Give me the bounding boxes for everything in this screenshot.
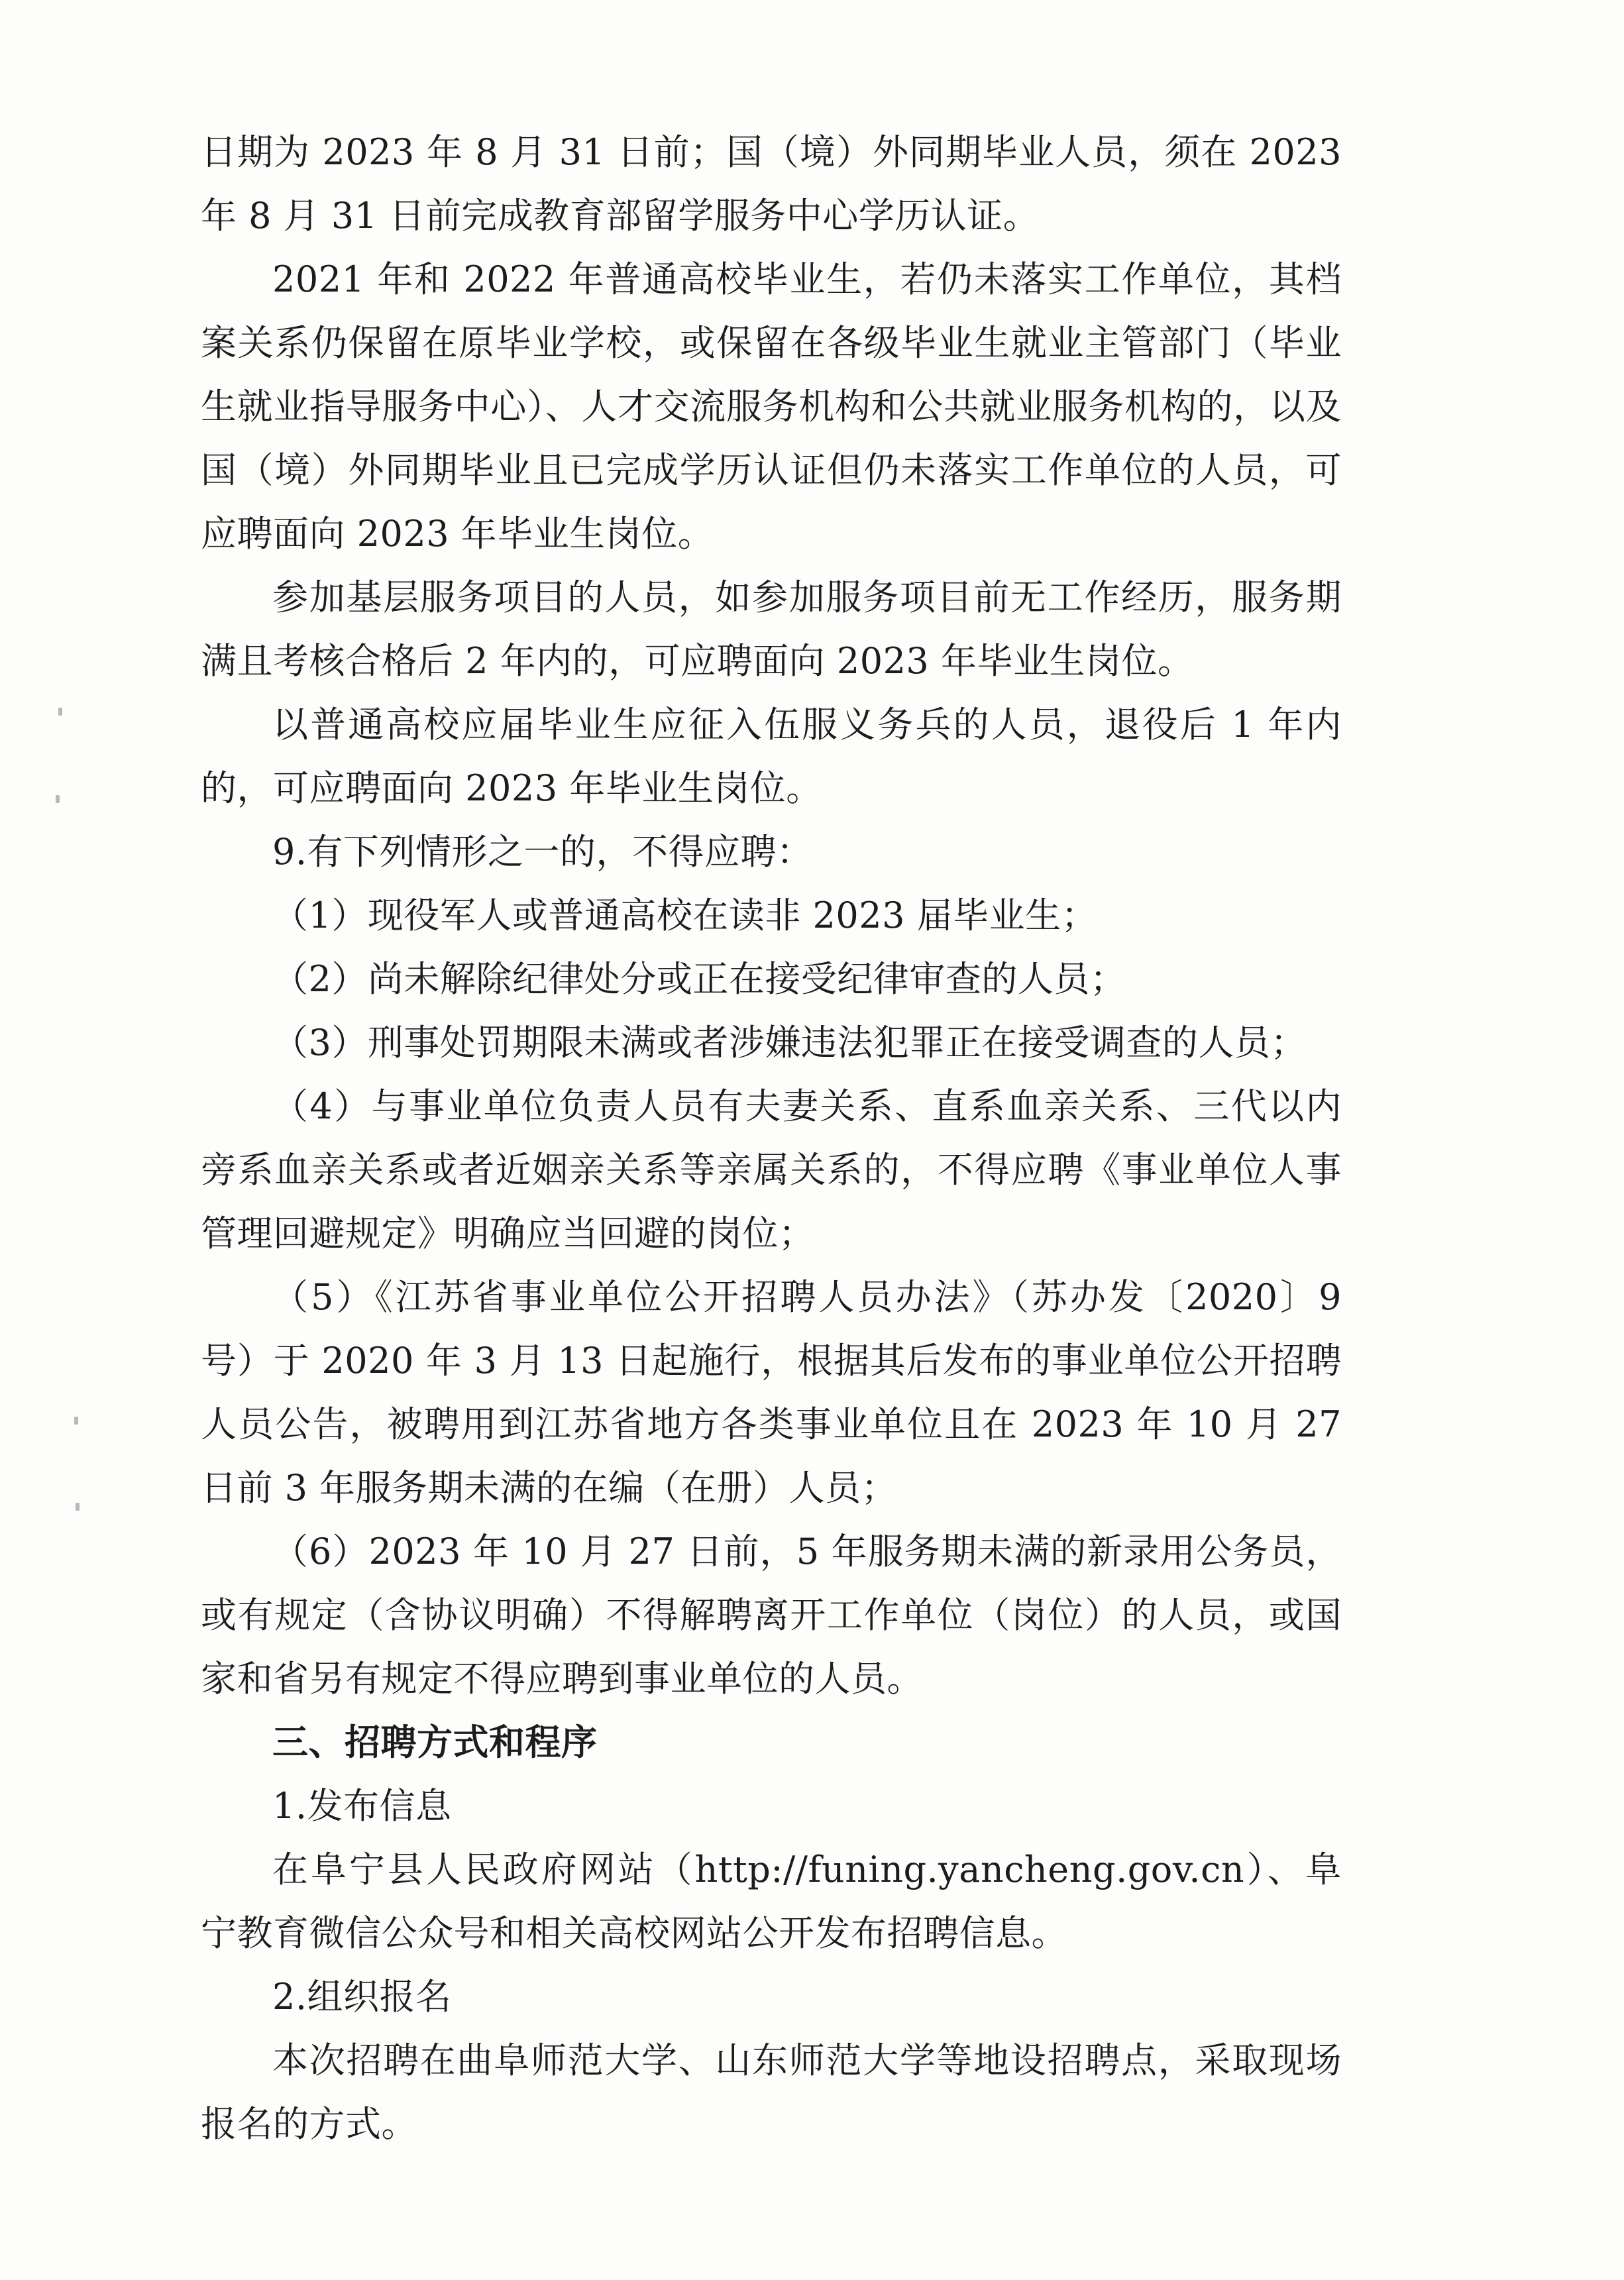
paragraph-publish-channels: 在阜宁县人民政府网站（http://funing.yancheng.gov.cn）、阜宁教育微信公众号和相关高校网站公开发布招聘信息。 bbox=[201, 1849, 1342, 1954]
paragraph-ineligible-intro: 9.有下列情形之一的，不得应聘： bbox=[272, 831, 813, 873]
section-heading-recruitment-procedure: 三、招聘方式和程序 bbox=[272, 1721, 598, 1763]
scan-speck bbox=[58, 708, 62, 716]
list-item-ineligible-4: （4）与事业单位负责人员有夫妻关系、直系血亲关系、三代以内旁系血亲关系或者近姻亲关系等亲属关系的，不得应聘《事业单位人事管理回避规定》明确应当回避的岗位； bbox=[201, 1085, 1342, 1254]
paragraph-graduation-date: 日期为 2023 年 8 月 31 日前；国（境）外同期毕业人员，须在 2023 年 8 月 31 日前完成教育部留学服务中心学历认证。 bbox=[201, 131, 1342, 237]
scan-speck bbox=[56, 795, 60, 803]
paragraph-2021-2022-graduates: 2021 年和 2022 年普通高校毕业生，若仍未落实工作单位，其档案关系仍保留在原毕业学校，或保留在各级毕业生就业主管部门（毕业生就业指导服务中心）、人才交流服务机构和公共就业服务机构的，以及国（境）外同期毕业且已完成学历认证但仍未落实工作单位的人员，可应聘面向 2023 年毕业生岗位。 bbox=[201, 258, 1342, 555]
list-item-ineligible-1: （1）现役军人或普通高校在读非 2023 届毕业生； bbox=[272, 895, 1098, 936]
paragraph-grassroots-service: 参加基层服务项目的人员，如参加服务项目前无工作经历，服务期满且考核合格后 2 年内的，可应聘面向 2023 年毕业生岗位。 bbox=[201, 576, 1342, 682]
scan-speck bbox=[76, 1503, 80, 1511]
scan-speck bbox=[74, 1417, 78, 1425]
list-item-ineligible-6: （6）2023 年 10 月 27 日前，5 年服务期未满的新录用公务员，或有规定（含协议明确）不得解聘离开工作单位（岗位）的人员，或国家和省另有规定不得应聘到事业单位的人员。 bbox=[201, 1531, 1342, 1700]
document-body bbox=[201, 121, 1342, 2156]
list-item-ineligible-5: （5）《江苏省事业单位公开招聘人员办法》（苏办发〔2020〕9 号）于 2020 年 3 月 13 日起施行，根据其后发布的事业单位公开招聘人员公告，被聘用到江苏省地方各类事业单位且在 2023 年 10 月 27 日前 3 年服务期未满的在编（在册）人员； bbox=[201, 1276, 1342, 1509]
paragraph-registration-method: 本次招聘在曲阜师范大学、山东师范大学等地设招聘点，采取现场报名的方式。 bbox=[201, 2039, 1342, 2145]
paragraph-military-service: 以普通高校应届毕业生应征入伍服义务兵的人员，退役后 1 年内的，可应聘面向 2023 年毕业生岗位。 bbox=[201, 704, 1342, 809]
list-item-ineligible-2: （2）尚未解除纪律处分或正在接受纪律审查的人员； bbox=[272, 958, 1126, 1000]
subheading-registration: 2.组织报名 bbox=[272, 1976, 452, 2018]
list-item-ineligible-3: （3）刑事处罚期限未满或者涉嫌违法犯罪正在接受调查的人员； bbox=[272, 1022, 1307, 1063]
subheading-publish-info: 1.发布信息 bbox=[272, 1785, 452, 1827]
